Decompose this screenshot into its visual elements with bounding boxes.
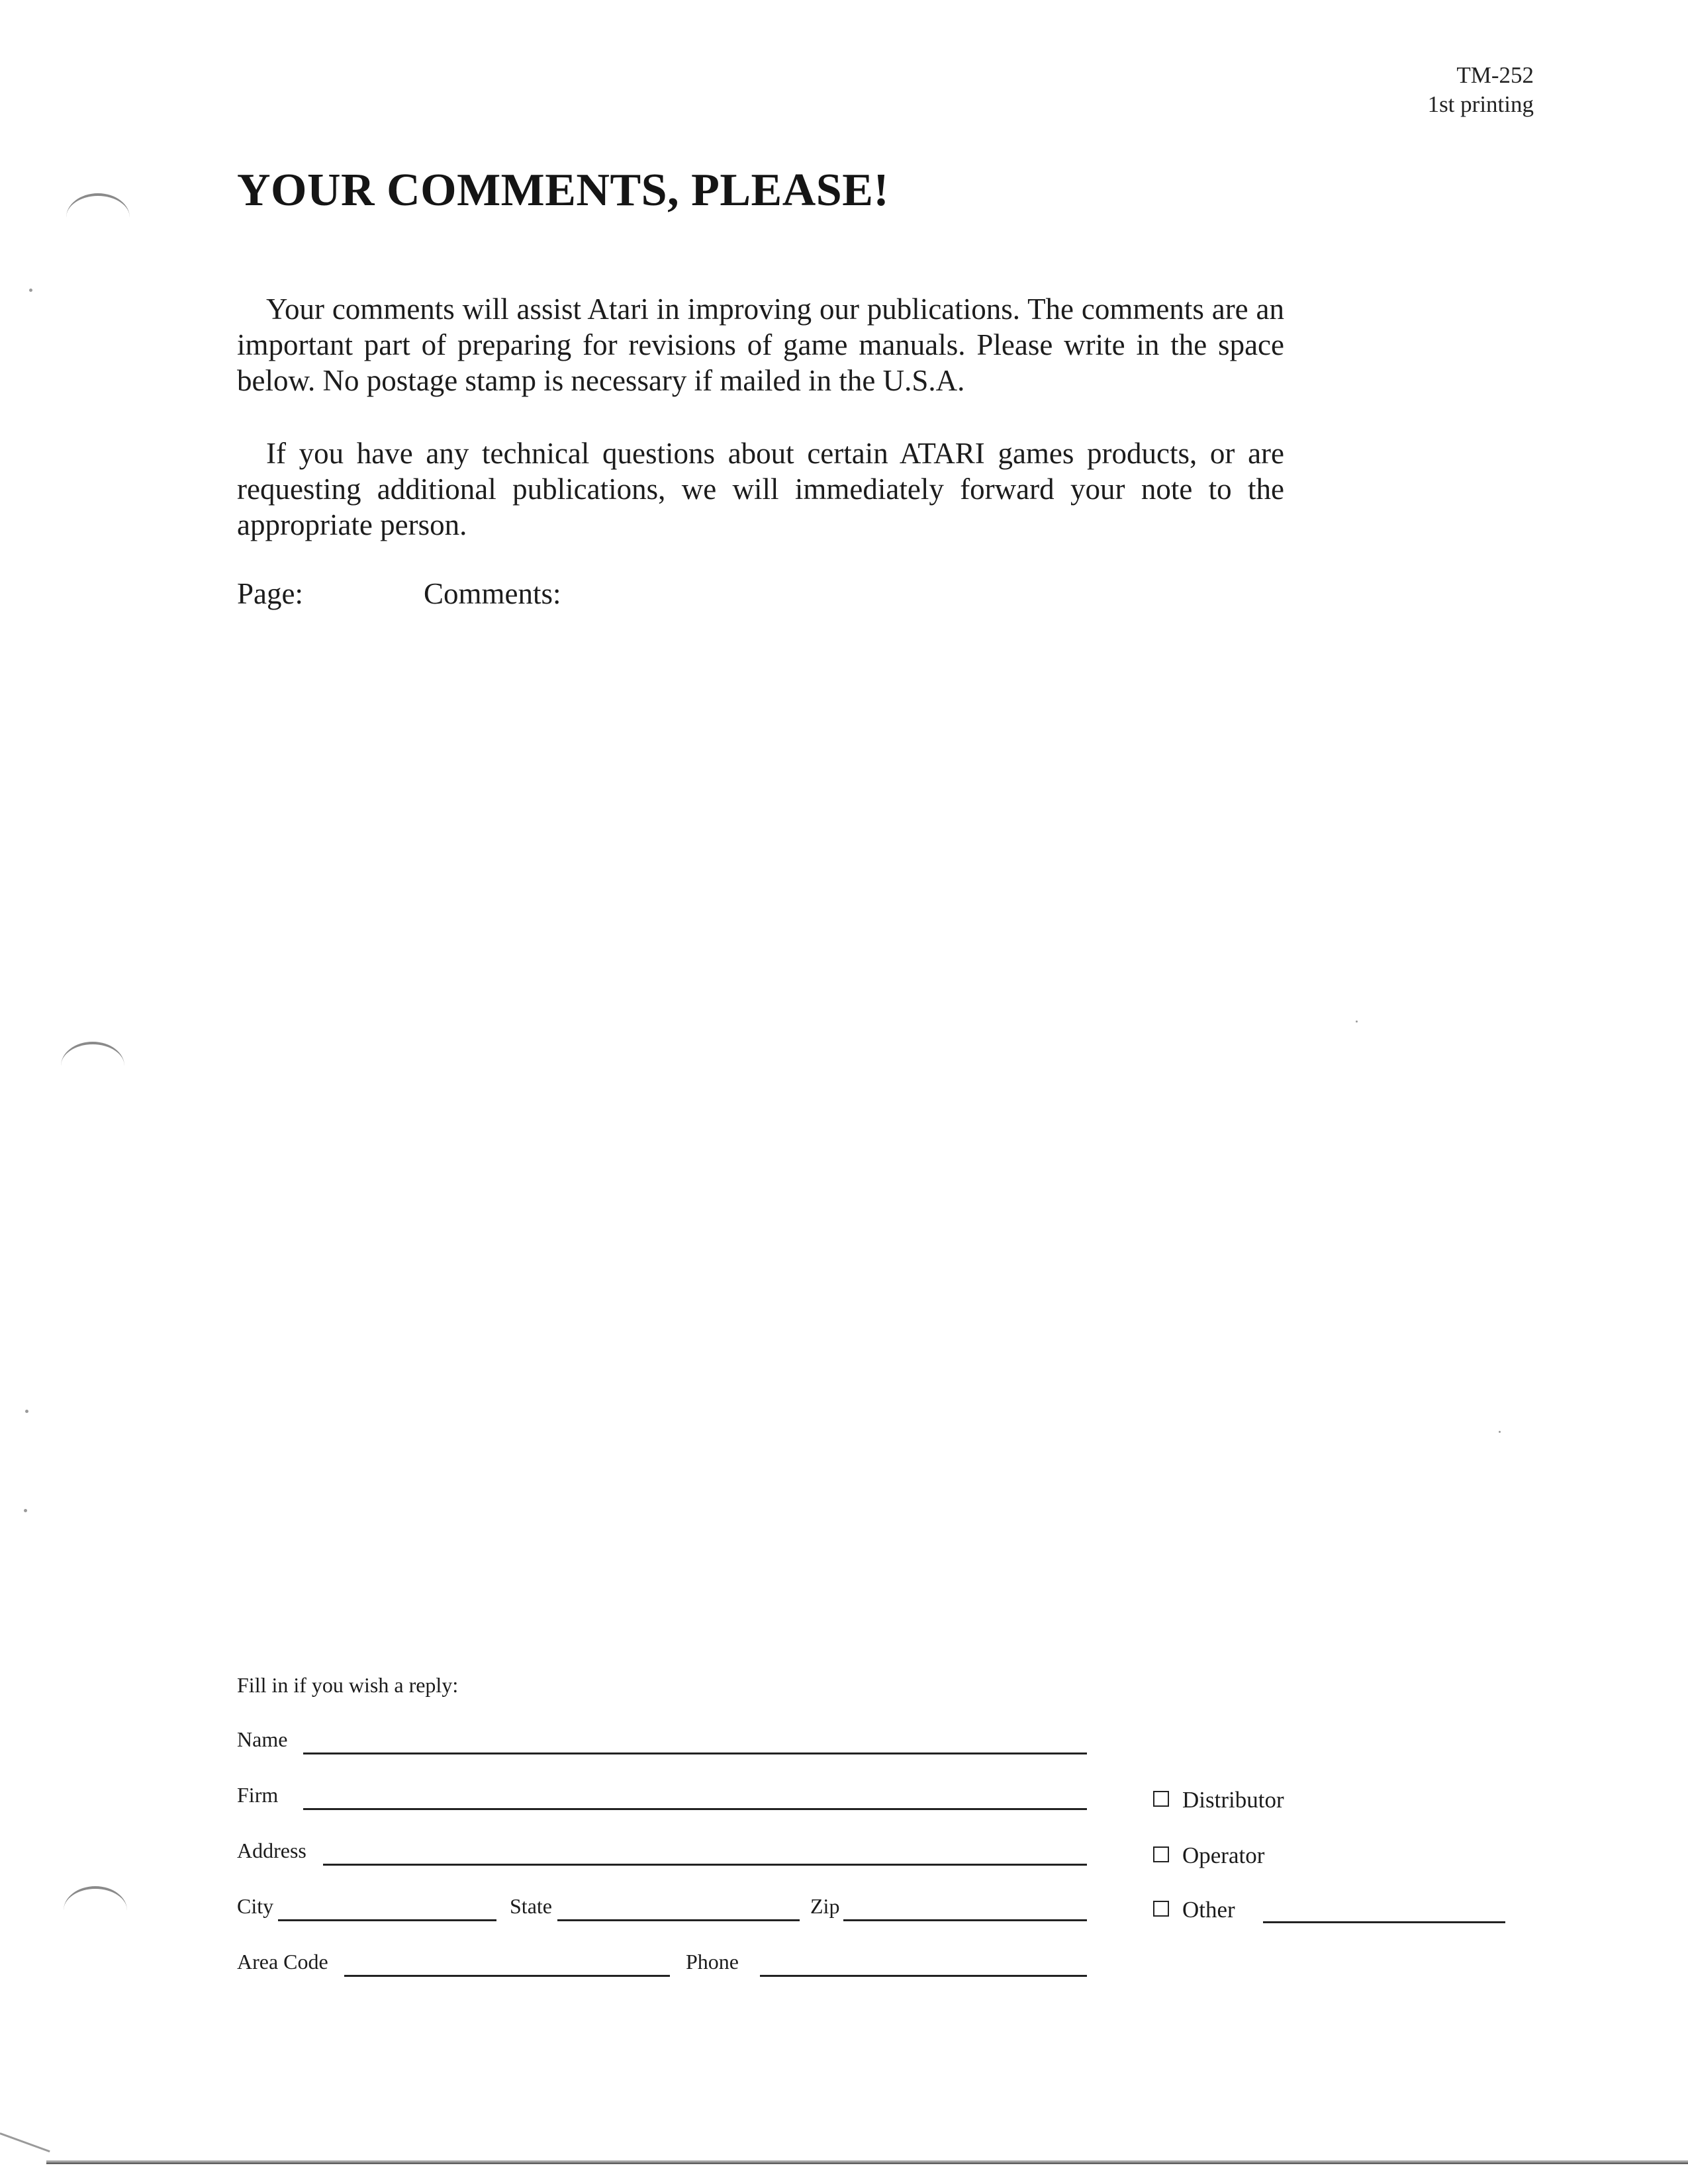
distributor-label: Distributor (1182, 1787, 1284, 1813)
phone-field[interactable] (760, 1975, 1087, 1977)
comments-label: Comments: (424, 577, 561, 610)
address-field[interactable] (323, 1864, 1087, 1866)
zip-label: Zip (810, 1894, 840, 1918)
firm-label: Firm (237, 1783, 279, 1807)
scan-speck (29, 289, 32, 292)
other-checkbox[interactable] (1153, 1901, 1169, 1917)
scan-speck (24, 1509, 27, 1512)
page-bottom-edge (46, 2160, 1688, 2164)
page-label: Page: (237, 577, 303, 610)
address-label: Address (237, 1839, 306, 1862)
name-field[interactable] (303, 1752, 1087, 1754)
printing-edition: 1st printing (1427, 91, 1534, 117)
other-specify-field[interactable] (1263, 1921, 1505, 1923)
zip-field[interactable] (843, 1919, 1087, 1921)
operator-checkbox[interactable] (1153, 1846, 1169, 1862)
page-title: YOUR COMMENTS, PLEASE! (237, 165, 890, 216)
document-code (1428, 61, 1534, 119)
reply-form-heading: Fill in if you wish a reply: (237, 1673, 459, 1697)
state-label: State (510, 1894, 552, 1918)
distributor-checkbox[interactable] (1153, 1791, 1169, 1807)
state-field[interactable] (557, 1919, 800, 1921)
other-label: Other (1182, 1897, 1235, 1923)
binder-hole-middle-icon (61, 1042, 124, 1071)
document-number: TM-252 (1456, 62, 1534, 88)
scan-speck (1499, 1431, 1501, 1433)
intro-paragraph-2: If you have any technical questions about certain ATARI games products, or are requesting additional publications, we will immediately forward your note to the appropriate person. (237, 437, 1284, 541)
operator-label: Operator (1182, 1843, 1265, 1868)
intro-paragraph-1: Your comments will assist Atari in improving our publications. The comments are an important part of preparing for revisions of game manuals. Please write in the space below. No postage stamp is necessary if mailed in the U.S.A. (237, 293, 1284, 397)
scan-speck (1356, 1021, 1358, 1023)
name-row (237, 1727, 1087, 1760)
firm-row (237, 1783, 1087, 1816)
binder-hole-top-icon (66, 193, 130, 222)
area-code-field[interactable] (344, 1975, 670, 1977)
city-state-zip-row (237, 1894, 1087, 1927)
binder-hole-bottom-icon (64, 1886, 127, 1915)
name-label: Name (237, 1727, 288, 1751)
city-label: City (237, 1894, 274, 1918)
area-code-phone-row (237, 1950, 1087, 1983)
comments-writing-area[interactable] (237, 629, 1309, 1621)
phone-label: Phone (686, 1950, 739, 1974)
page-edge-shadow (0, 2132, 50, 2152)
address-row (237, 1839, 1087, 1872)
firm-field[interactable] (303, 1808, 1087, 1810)
scan-speck (25, 1410, 28, 1413)
city-field[interactable] (278, 1919, 496, 1921)
area-code-label: Area Code (237, 1950, 328, 1974)
